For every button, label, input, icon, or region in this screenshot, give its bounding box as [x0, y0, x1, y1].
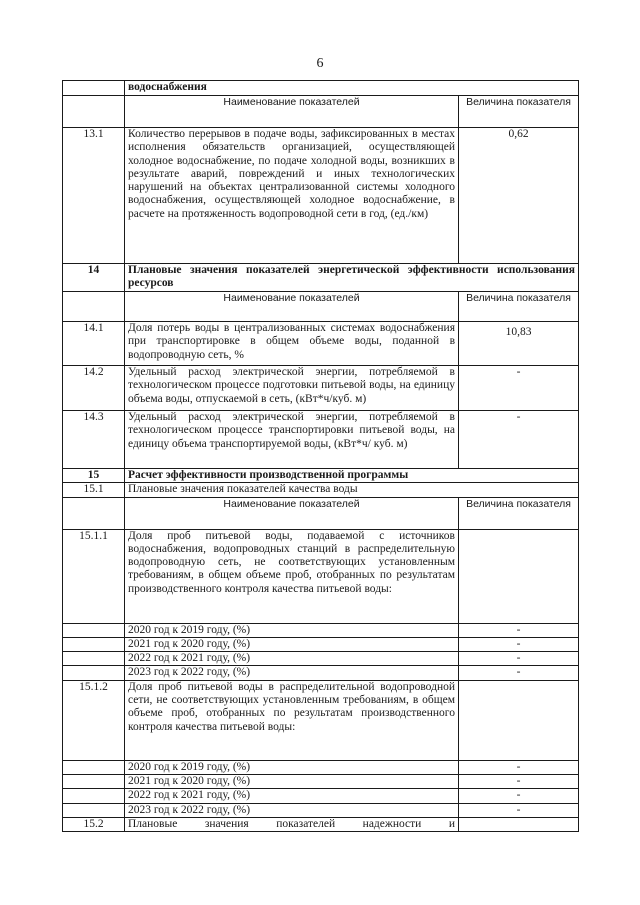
- empty-cell: [63, 666, 125, 680]
- row-value: 0,62: [459, 128, 579, 264]
- section-row: [63, 469, 579, 483]
- year-row: [63, 789, 579, 803]
- year-label: 2022 год к 2021 году, (%): [125, 652, 459, 666]
- year-label: 2021 год к 2020 году, (%): [125, 637, 459, 651]
- year-value: -: [459, 789, 579, 803]
- year-label: 2021 год к 2020 году, (%): [125, 775, 459, 789]
- row-number: 14.1: [63, 322, 125, 366]
- table-row: [63, 680, 579, 760]
- table-row: [63, 411, 579, 469]
- year-row: [63, 652, 579, 666]
- header-name: Наименование показателей: [125, 292, 459, 322]
- row-number: 15.1.2: [63, 680, 125, 760]
- year-row: [63, 760, 579, 774]
- table-row: [63, 322, 579, 366]
- empty-cell: [459, 529, 579, 623]
- table-row: [63, 483, 579, 497]
- row-number: 13.1: [63, 128, 125, 264]
- indicators-table: [62, 80, 579, 832]
- year-value: -: [459, 652, 579, 666]
- row-number: 15.1.1: [63, 529, 125, 623]
- row-number: 14.2: [63, 366, 125, 411]
- header-value: Величина показателя: [459, 292, 579, 322]
- empty-cell: [63, 760, 125, 774]
- section-row: [63, 264, 579, 292]
- table-header-row: [63, 292, 579, 322]
- section-number: 14: [63, 264, 125, 292]
- row-value: 10,83: [459, 322, 579, 366]
- empty-cell: [459, 680, 579, 760]
- table-header-row: [63, 497, 579, 529]
- year-row: [63, 666, 579, 680]
- row-text: Доля потерь воды в централизованных системах водоснабжения при транспортировке в общем объеме воды, поданной в водопроводную сеть, %: [125, 322, 459, 366]
- section-title: Расчет эффективности производственной программы: [125, 469, 579, 483]
- row-text: Доля проб питьевой воды в распределительной водопроводной сети, не соответствующих установленным требованиям, в общем объеме проб, отобранных по результатам производственного контроля качества питьевой воды:: [125, 680, 459, 760]
- year-label: 2023 год к 2022 году, (%): [125, 803, 459, 817]
- row-text: Удельный расход электрической энергии, потребляемой в технологическом процессе подготовки питьевой воды, на единицу объема воды, отпускаемой в сеть, (кВт*ч/куб. м): [125, 366, 459, 411]
- header-name: Наименование показателей: [125, 96, 459, 128]
- row-value: -: [459, 411, 579, 469]
- row-text: Плановые значения показателей надежности и: [125, 817, 459, 831]
- row-number: 15.1: [63, 483, 125, 497]
- row-number: 14.3: [63, 411, 125, 469]
- table-row: [63, 366, 579, 411]
- year-row: [63, 775, 579, 789]
- row-value: -: [459, 366, 579, 411]
- table-row: [63, 128, 579, 264]
- year-label: 2020 год к 2019 году, (%): [125, 760, 459, 774]
- table-header-row: [63, 96, 579, 128]
- empty-cell: [63, 637, 125, 651]
- header-value: Величина показателя: [459, 497, 579, 529]
- section-number: 15: [63, 469, 125, 483]
- section-13-tail: водоснабжения: [125, 81, 579, 96]
- year-row: [63, 637, 579, 651]
- row-text: Удельный расход электрической энергии, потребляемой в технологическом процессе транспортировки питьевой воды, на единицу объема транспортируемой воды, (кВт*ч/ куб. м): [125, 411, 459, 469]
- empty-cell: [459, 817, 579, 831]
- section-title: Плановые значения показателей энергетической эффективности использования ресурсов: [125, 264, 579, 292]
- table-row: [63, 817, 579, 831]
- empty-cell: [63, 623, 125, 637]
- table-row: [63, 529, 579, 623]
- empty-cell: [63, 775, 125, 789]
- header-value: Величина показателя: [459, 96, 579, 128]
- year-value: -: [459, 775, 579, 789]
- year-value: -: [459, 666, 579, 680]
- year-row: [63, 803, 579, 817]
- page-number: 6: [316, 56, 324, 71]
- year-label: 2020 год к 2019 году, (%): [125, 623, 459, 637]
- year-row: [63, 623, 579, 637]
- row-text: Количество перерывов в подаче воды, зафиксированных в местах исполнения обязательств организацией, осуществляющей холодное водоснабжение, по подаче холодной воды, возникших в результате аварий, повреждений и иных технологических нарушений на объектах централизованной системы холодного водоснабжения, осуществляющей холодное водоснабжение, в расчете на протяженность водопроводной сети в год, (ед./км): [125, 128, 459, 264]
- table-row: [63, 81, 579, 96]
- empty-cell: [63, 789, 125, 803]
- row-text: Доля проб питьевой воды, подаваемой с источников водоснабжения, водопроводных станций в распределительную водопроводную сеть, не соответствующих установленным требованиям, в общем объеме проб, отобранных по результатам производственного контроля качества питьевой воды:: [125, 529, 459, 623]
- year-value: -: [459, 760, 579, 774]
- row-text: Плановые значения показателей качества воды: [125, 483, 579, 497]
- year-label: 2022 год к 2021 году, (%): [125, 789, 459, 803]
- header-name: Наименование показателей: [125, 497, 459, 529]
- row-number: 15.2: [63, 817, 125, 831]
- year-value: -: [459, 637, 579, 651]
- year-value: -: [459, 623, 579, 637]
- empty-cell: [63, 803, 125, 817]
- year-value: -: [459, 803, 579, 817]
- empty-cell: [63, 81, 125, 96]
- year-label: 2023 год к 2022 году, (%): [125, 666, 459, 680]
- empty-cell: [63, 96, 125, 128]
- empty-cell: [63, 497, 125, 529]
- empty-cell: [63, 652, 125, 666]
- empty-cell: [63, 292, 125, 322]
